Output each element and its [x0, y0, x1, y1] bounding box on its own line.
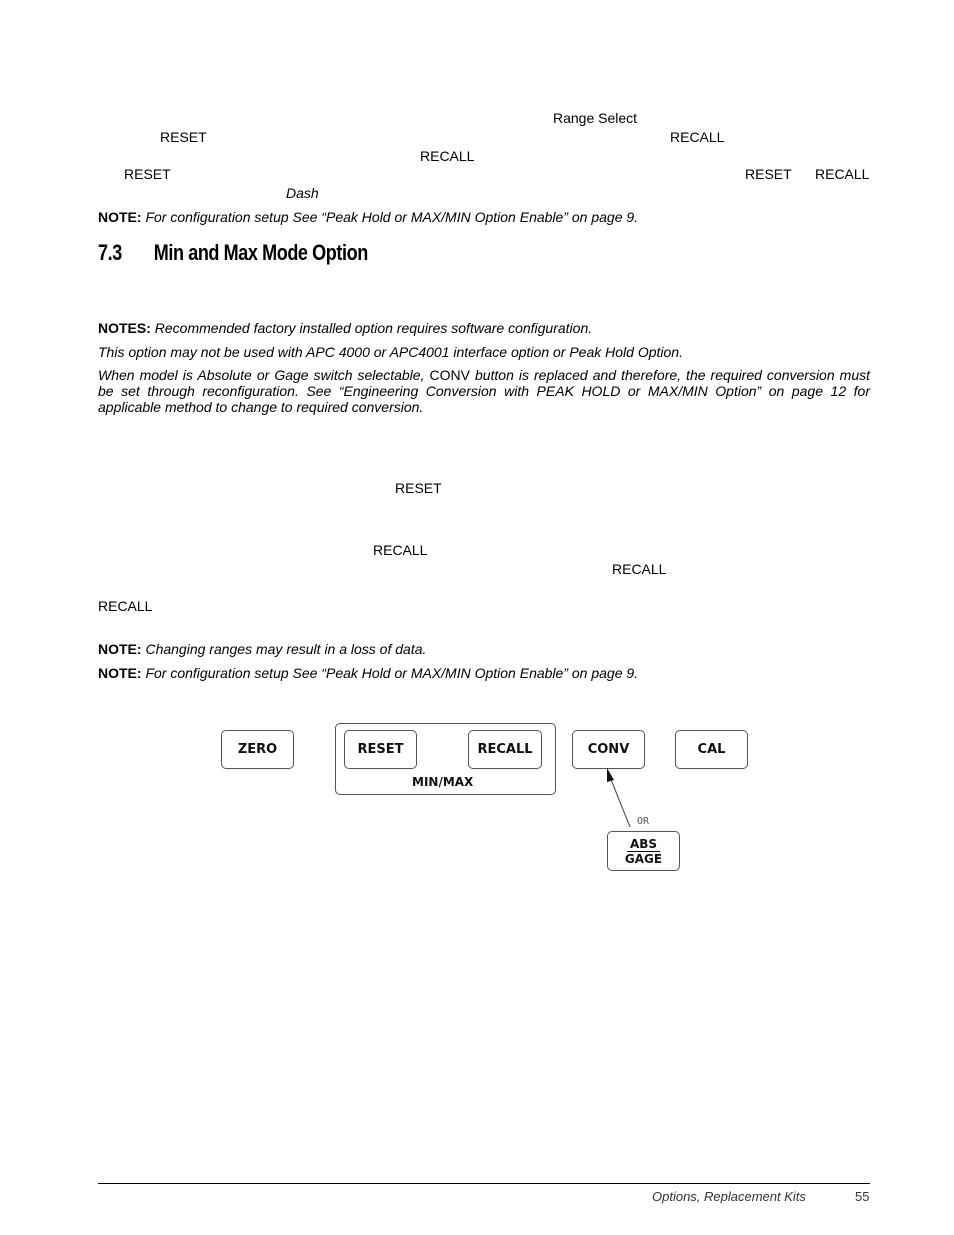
reset-key-ref: RESET — [160, 129, 207, 145]
reset-key-ref: RESET — [395, 480, 442, 496]
abs-label: ABS — [627, 837, 660, 852]
arrow-icon — [600, 765, 640, 830]
or-label: OR — [637, 816, 650, 827]
reset-key-ref: RESET — [124, 166, 171, 182]
recall-key-ref: RECALL — [420, 148, 475, 164]
section-number: 7.3 — [98, 240, 122, 265]
conv-button[interactable]: CONV — [572, 730, 645, 769]
reset-button[interactable]: RESET — [344, 730, 417, 769]
notes-line-1 — [98, 320, 592, 336]
note-data-loss — [98, 641, 426, 657]
recall-key-ref: RECALL — [98, 598, 153, 614]
note-config-setup — [98, 665, 638, 681]
note-text: For configuration setup See “Peak Hold or MAX/MIN Option Enable” on page 9. — [145, 665, 639, 681]
page-number: 55 — [855, 1189, 870, 1204]
min-max-label: MIN/MAX — [412, 775, 474, 789]
cal-button[interactable]: CAL — [675, 730, 748, 769]
note-config-setup — [98, 209, 638, 225]
recall-key-ref: RECALL — [373, 542, 428, 558]
notes-label: NOTES: — [98, 320, 151, 336]
recall-key-ref: RECALL — [670, 129, 725, 145]
dash-text: Dash — [286, 185, 319, 201]
notes-text: Recommended factory installed option requires software configuration. — [154, 320, 593, 336]
note-text: Changing ranges may result in a loss of data. — [145, 641, 427, 657]
section-title: Min and Max Mode Option — [153, 240, 368, 265]
abs-gage-button[interactable] — [607, 831, 680, 871]
notes-para-post: button is replaced and therefore, the required conversion must be set through reconfiguration. See “Engineering Conversion with PEAK HOLD or MAX/MIN Option” on page 12 for applicable method to change to required conversion. — [98, 367, 870, 415]
footer-rule — [98, 1183, 870, 1184]
range-select-text: Range Select — [553, 110, 638, 126]
note-label: NOTE: — [98, 641, 142, 657]
notes-paragraph-conversion — [98, 367, 870, 415]
recall-key-ref: RECALL — [612, 561, 667, 577]
note-label: NOTE: — [98, 209, 142, 225]
gage-label: GAGE — [624, 851, 663, 866]
reset-key-ref: RESET — [745, 166, 792, 182]
recall-key-ref: RECALL — [815, 166, 870, 182]
notes-para-pre: When model is Absolute or Gage switch selectable, — [98, 367, 430, 383]
note-text: For configuration setup See “Peak Hold or MAX/MIN Option Enable” on page 9. — [145, 209, 639, 225]
conv-key-ref: CONV — [429, 367, 470, 383]
recall-button[interactable]: RECALL — [468, 730, 542, 769]
zero-button[interactable]: ZERO — [221, 730, 294, 769]
note-label: NOTE: — [98, 665, 142, 681]
section-heading — [98, 239, 368, 267]
footer-section-name: Options, Replacement Kits — [652, 1189, 806, 1204]
notes-line-2: This option may not be used with APC 4000 or APC4001 interface option or Peak Hold Option. — [98, 344, 683, 360]
